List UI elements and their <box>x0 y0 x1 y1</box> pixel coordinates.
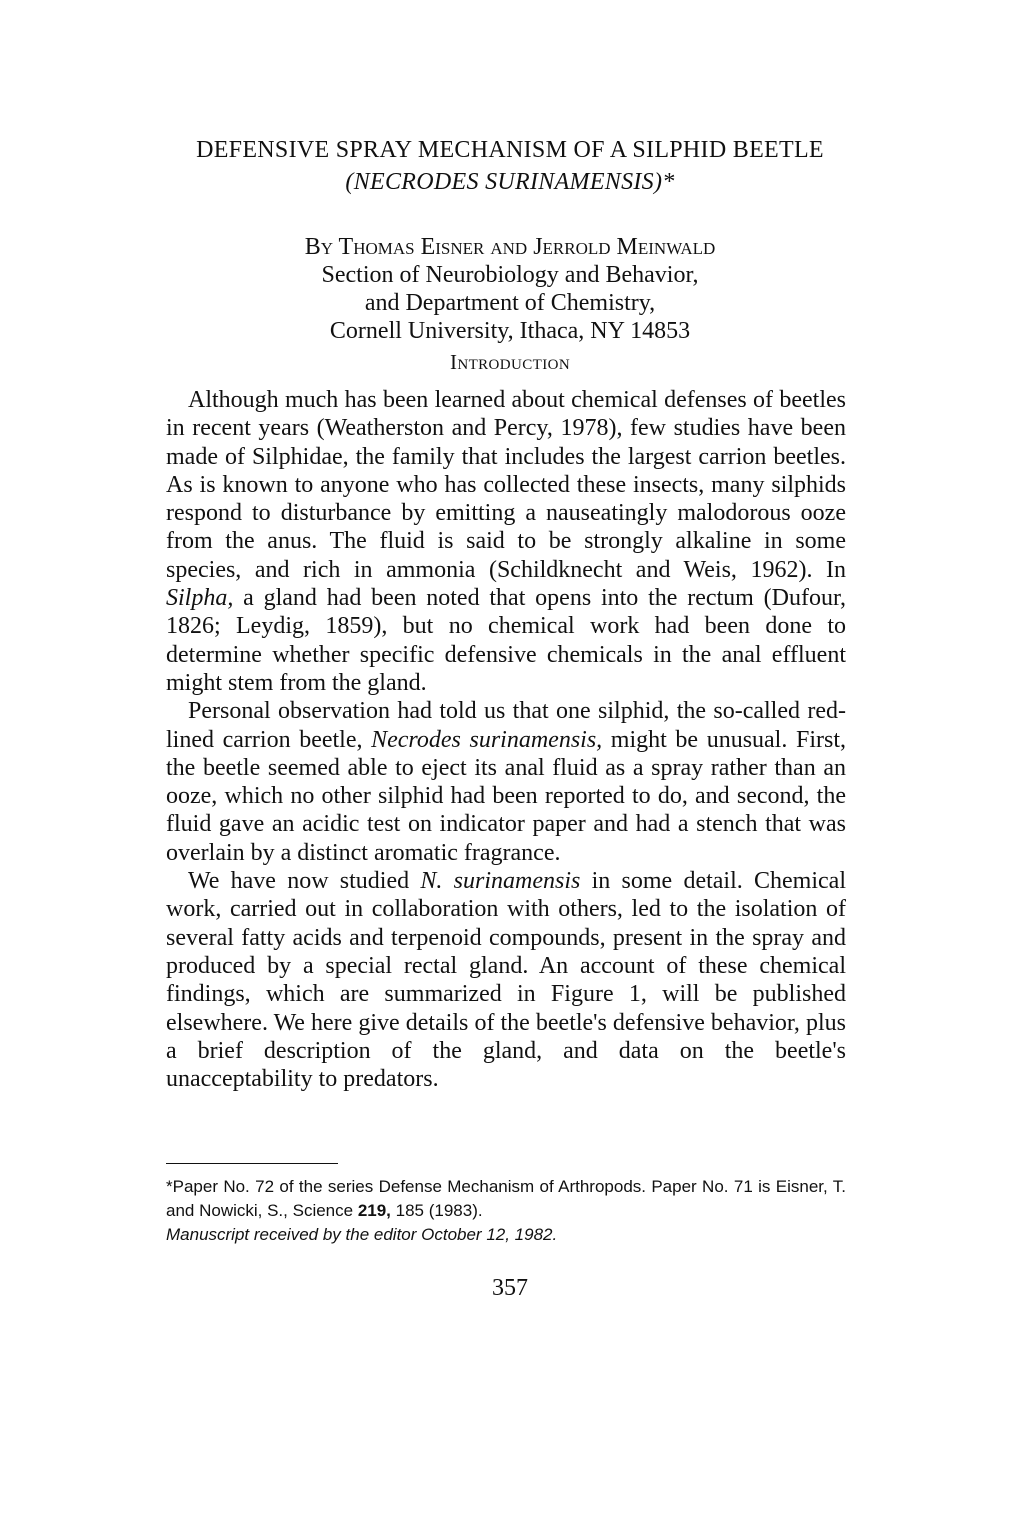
paragraph-3-text-b: in some detail. Chemical work, carried out in collaboration with others, led to the isolation of several fatty acids and terpenoid compounds, present in the spray and produced by a special rectal gland. An account of these chemical findings, which are summarized in Figure 1, will be published elsewhere. We here give details of the beetle's defensive behavior, plus a brief description of the gland, and data on the beetle's unacceptability to predators. <box>166 868 846 1093</box>
affiliation-line-3: Cornell University, Ithaca, NY 14853 <box>329 318 691 344</box>
paragraph-1-text-a: Although much has been learned about chemical defenses of beetles in recent years (Weatherston and Percy, 1978), few studies have been made of Silphidae, the family that includes the largest carrion beetles. As is known to anyone who has collected these insects, many silphids respond to disturbance by emitting a nauseatingly malodorous ooze from the anus. The fluid is said to be strongly alkaline in some species, and rich in ammonia (Schildknecht and Weis, 1962). In <box>166 387 846 583</box>
affiliation-line-2: and Department of Chemistry, <box>364 290 656 316</box>
title-line-2: (NECRODES SURINAMENSIS)* <box>345 169 675 195</box>
footnote-text-a: *Paper No. 72 of the series Defense Mechanism of Arthropods. Paper No. 71 is Eisner, T. and Nowicki, S., Science <box>166 1177 846 1220</box>
paragraph-2-italic: Necrodes surinamensis, <box>371 726 603 753</box>
title-line-1: DEFENSIVE SPRAY MECHANISM OF A SILPHID BEETLE <box>196 137 824 163</box>
paragraph-3-italic: N. surinamensis <box>420 868 581 895</box>
paragraph-2-text-b: might be unusual. First, the beetle seemed able to eject its anal fluid as a spray rather than an ooze, which no other silphid had been reported to do, and second, the fluid gave an acidic test on indicator paper and had a stench that was overlain by a distinct aromatic fragrance. <box>166 726 846 866</box>
footnote-rule <box>166 1163 338 1164</box>
body-text <box>166 386 846 1093</box>
manuscript-received: Manuscript received by the editor October 12, 1982. <box>166 1225 558 1244</box>
footnote-citation <box>166 1175 846 1223</box>
author-byline: By Thomas Eisner and Jerrold Meinwald <box>304 234 716 260</box>
page-number: 357 <box>492 1275 528 1301</box>
paragraph-1-italic: Silpha, <box>166 585 234 612</box>
author-block <box>120 233 900 345</box>
article-title <box>120 134 900 198</box>
section-heading: Introduction <box>449 350 571 374</box>
footnote-text-b: 185 (1983). <box>390 1201 483 1220</box>
paragraph-3 <box>166 867 846 1093</box>
paragraph-1-text-b: a gland had been noted that opens into the rectum (Dufour, 1826; Leydig, 1859), but no chemical work had been done to determine whether specific defensive chemicals in the anal effluent might stem from the gland. <box>166 585 846 696</box>
paragraph-1 <box>166 386 846 697</box>
paragraph-3-text-a: We have now studied <box>188 868 421 895</box>
footnote-volume: 219, <box>357 1201 391 1220</box>
paragraph-2 <box>166 697 846 867</box>
paragraph-2-text-a: Personal observation had told us that one silphid, the so-called red-lined carrion beetle, <box>166 698 846 753</box>
footnote <box>166 1175 846 1247</box>
affiliation-line-1: Section of Neurobiology and Behavior, <box>321 262 699 288</box>
